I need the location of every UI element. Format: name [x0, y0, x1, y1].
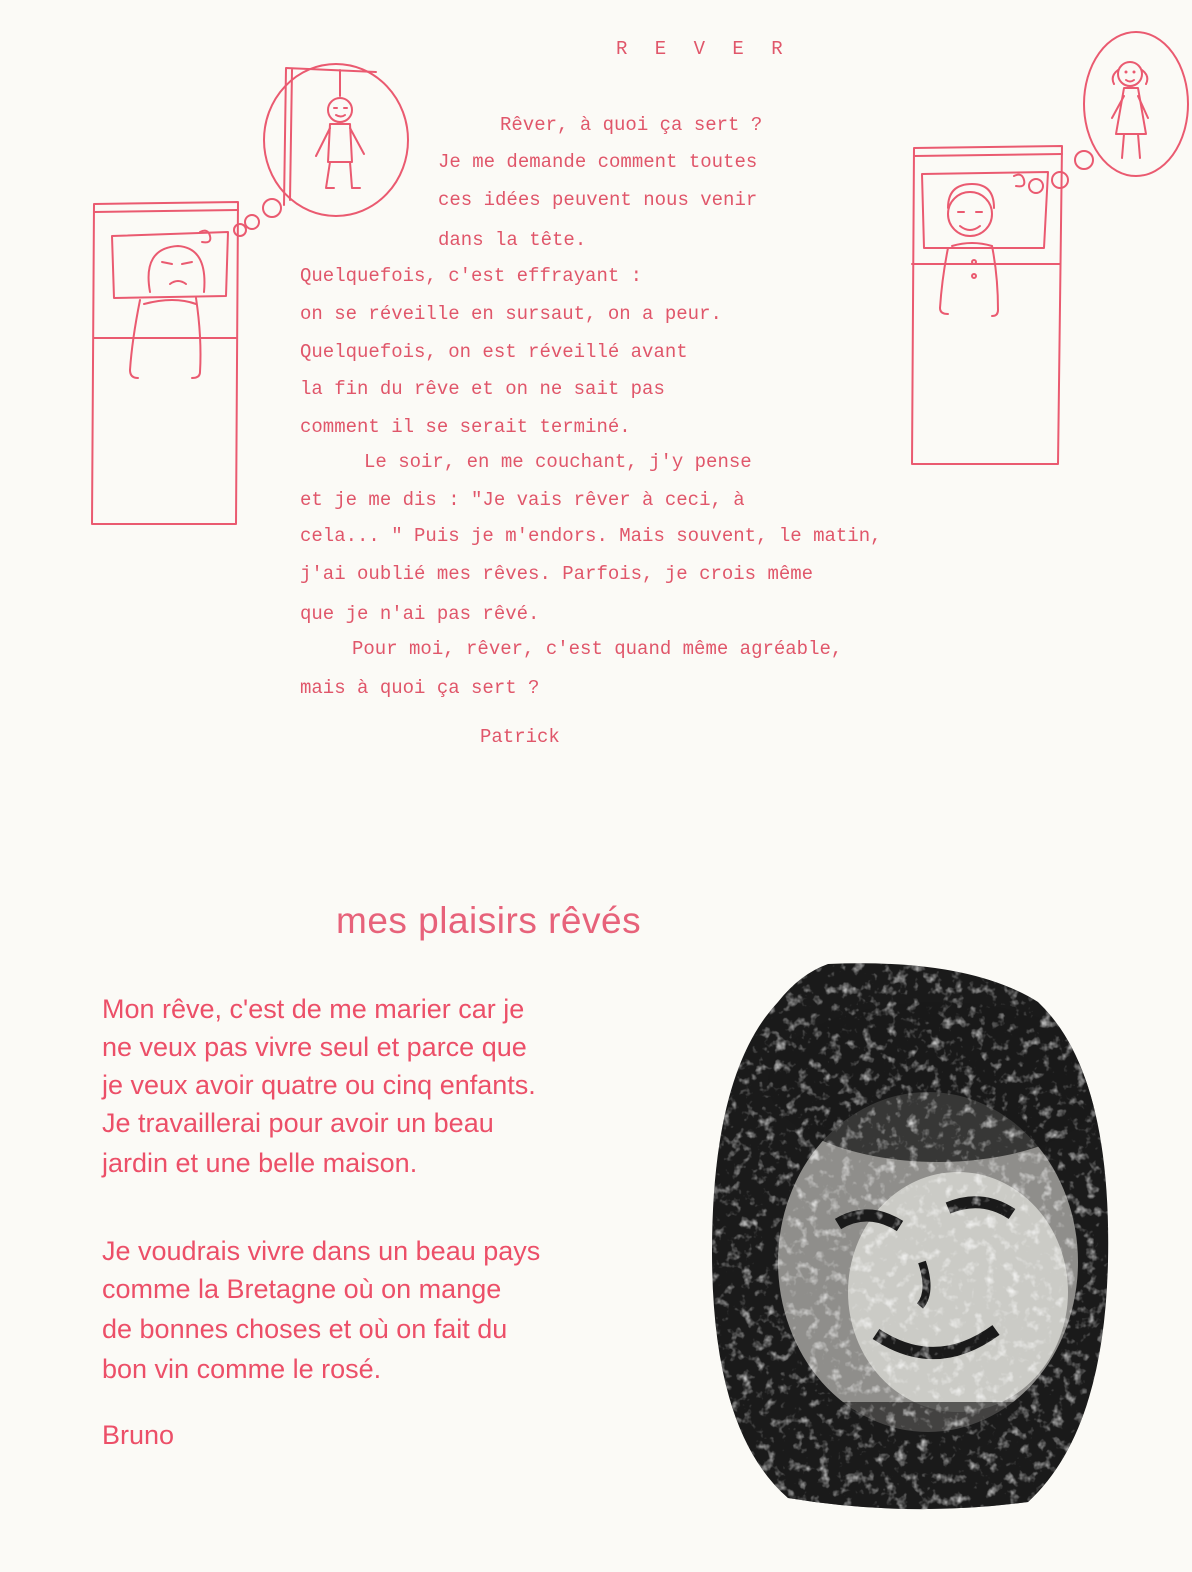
text-line: on se réveille en sursaut, on a peur. [300, 303, 722, 325]
text-line: comme la Bretagne où on mange [102, 1274, 502, 1304]
text-line: et je me dis : "Je vais rêver à ceci, à [300, 489, 745, 511]
text-line: Mon rêve, c'est de me marier car je [102, 994, 525, 1024]
text-line: Je me demande comment toutes [438, 151, 758, 173]
text-line: Quelquefois, on est réveillé avant [300, 341, 688, 363]
text-line: je veux avoir quatre ou cinq enfants. [102, 1070, 536, 1100]
text-line: Je travaillerai pour avoir un beau [102, 1108, 494, 1138]
text-line: Quelquefois, c'est effrayant : [300, 265, 643, 287]
section-heading: mes plaisirs rêvés [336, 900, 642, 941]
text-line: Je voudrais vivre dans un beau pays [102, 1236, 541, 1266]
text-line: jardin et une belle maison. [102, 1148, 418, 1178]
text-line: Rêver, à quoi ça sert ? [500, 114, 763, 136]
text-line: que je n'ai pas rêvé. [300, 603, 540, 625]
text-line: j'ai oublié mes rêves. Parfois, je crois même [300, 563, 814, 585]
text-line: Pour moi, rêver, c'est quand même agréable, [352, 638, 843, 660]
author-signature: Bruno [102, 1420, 175, 1450]
text-line: bon vin comme le rosé. [102, 1354, 382, 1384]
text-line: la fin du rêve et on ne sait pas [300, 378, 665, 400]
text-line: dans la tête. [438, 229, 587, 251]
text-line: mais à quoi ça sert ? [300, 677, 540, 699]
text-line: Le soir, en me couchant, j'y pense [364, 451, 752, 473]
text-line: ces idées peuvent nous venir [438, 189, 758, 211]
poem-title: R E V E R [616, 38, 791, 60]
text-line: de bonnes choses et où on fait du [102, 1314, 508, 1344]
text-line: comment il se serait terminé. [300, 416, 631, 438]
text-line: cela... " Puis je m'endors. Mais souvent, le matin, [300, 525, 882, 547]
child-portrait-print [708, 962, 1112, 1510]
author-signature: Patrick [480, 726, 560, 748]
text-line: ne veux pas vivre seul et parce que [102, 1032, 527, 1062]
